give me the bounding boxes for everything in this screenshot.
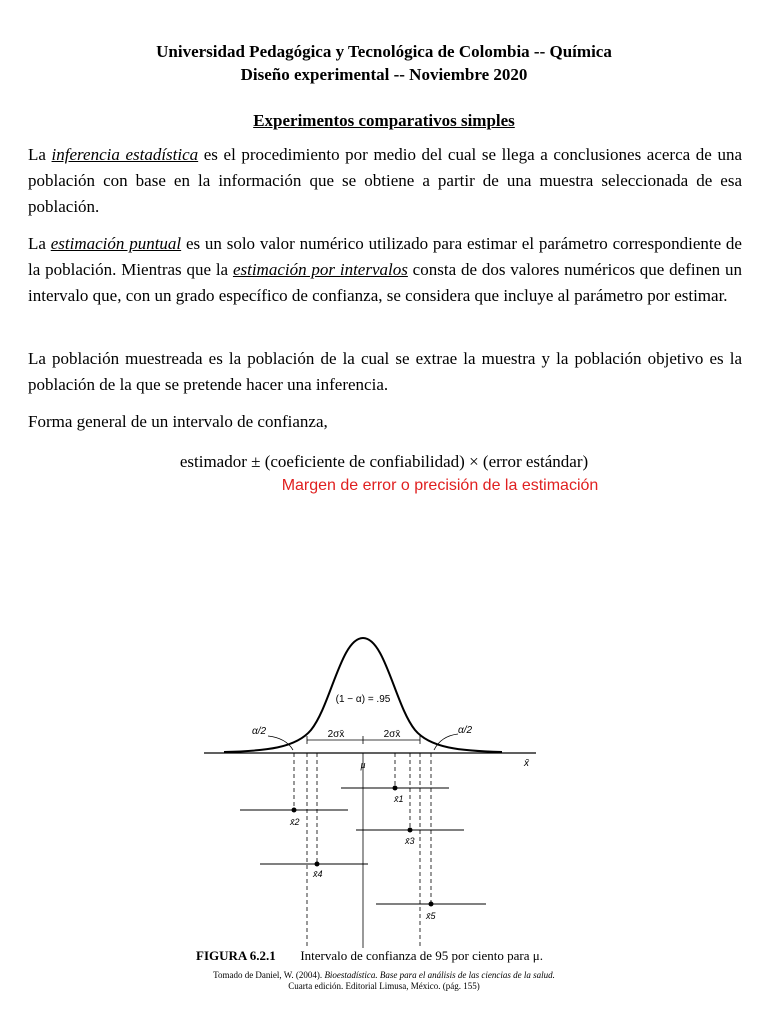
figure-source	[196, 970, 572, 992]
label-sample-3: x̄3	[405, 836, 415, 846]
header-line-2: Diseño experimental -- Noviembre 2020	[240, 65, 528, 84]
p1-rest: es el procedimiento por medio del cual se llega a conclusiones acerca de una población con base en la información que se obtiene a partir de una muestra seleccionada de esa población.	[28, 145, 742, 216]
figure-caption	[196, 948, 572, 964]
label-alpha-left: α/2	[252, 726, 267, 737]
paragraph-poblacion: La población muestreada es la población de la cual se extrae la muestra y la población objetivo es la población de la que se pretende hacer una inferencia.	[28, 349, 742, 394]
figure-source-edition: Cuarta edición. Editorial Limusa, México. (pág. 155)	[288, 981, 480, 991]
section-title: Experimentos comparativos simples	[253, 111, 515, 130]
confidence-interval-formula: estimador ± (coeficiente de confiabilidad) × (error estándar)	[179, 452, 589, 471]
sample-interval-3	[356, 753, 464, 833]
p1-prefix: La	[28, 145, 52, 164]
label-sample-4: x̄4	[313, 869, 323, 879]
label-alpha-right: α/2	[458, 725, 473, 736]
figure-source-author: Tomado de Daniel, W. (2004).	[213, 970, 325, 980]
label-sample-5: x̄5	[426, 911, 436, 921]
paragraph-inferencia	[28, 142, 742, 220]
sample-interval-1	[341, 753, 449, 791]
sample-interval-2	[240, 753, 348, 813]
confidence-interval-diagram	[196, 630, 572, 948]
label-sample-2: x̄2	[290, 817, 300, 827]
label-center: (1 − α) = .95	[335, 694, 391, 705]
paragraph-forma-general: Forma general de un intervalo de confianza,	[28, 412, 328, 431]
figure-source-title: Bioestadística. Base para el análisis de las ciencias de la salud.	[324, 970, 555, 980]
label-two-sigma-right: 2σx̄	[383, 729, 401, 740]
p2-prefix: La	[28, 234, 51, 253]
p2-mid: es un solo valor numérico utilizado para estimar el parámetro correspondiente de la población. Mientras que la	[28, 234, 742, 279]
header-line-1: Universidad Pedagógica y Tecnológica de Colombia -- Química	[156, 42, 612, 61]
term-estimacion-intervalos: estimación por intervalos	[232, 260, 408, 279]
figure-caption-label: FIGURA 6.2.1	[196, 948, 276, 963]
p2-rest: consta de dos valores numéricos que definen un intervalo que, con un grado específico de confianza, se considera que incluye al parámetro por estimar.	[28, 260, 742, 305]
label-two-sigma-left: 2σx̄	[327, 729, 345, 740]
label-mu: μ	[360, 760, 366, 771]
term-inferencia: inferencia estadística	[51, 145, 199, 164]
label-axis: x̄	[524, 758, 529, 769]
label-sample-1: x̄1	[394, 794, 404, 804]
confidence-interval-figure	[196, 630, 572, 1000]
term-estimacion-puntual: estimación puntual	[50, 234, 182, 253]
figure-caption-text: Intervalo de confianza de 95 por ciento para μ.	[300, 948, 543, 963]
margin-of-error-note: Margen de error o precisión de la estimación	[281, 477, 599, 494]
paragraph-estimacion	[28, 231, 742, 309]
